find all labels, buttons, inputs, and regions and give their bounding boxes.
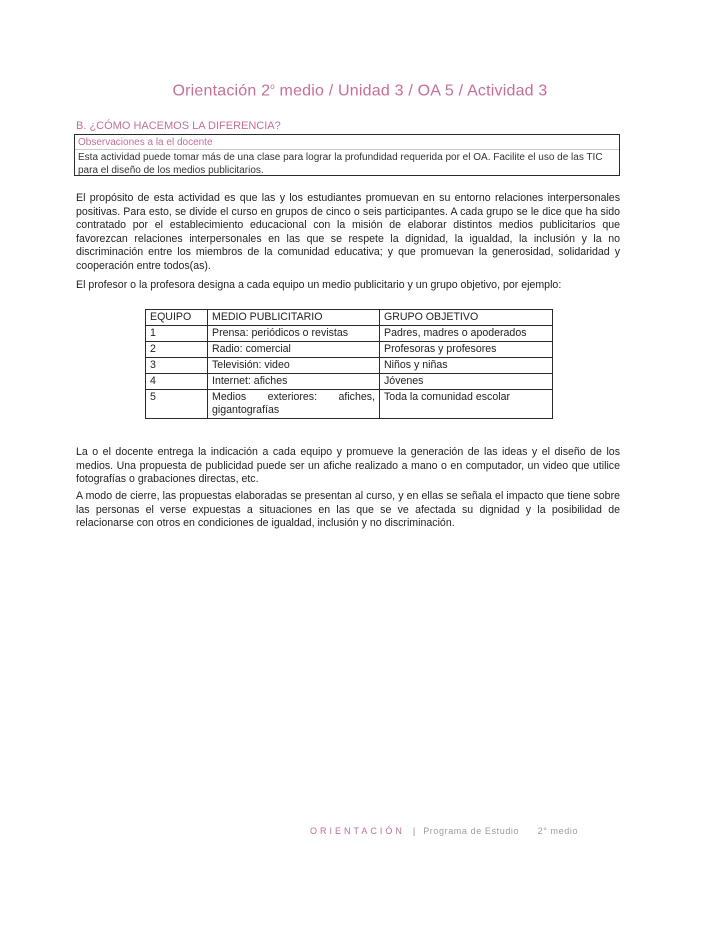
table-cell: 1 xyxy=(146,326,208,342)
table-cell: 4 xyxy=(146,374,208,390)
paragraph-purpose: El propósito de esta actividad es que las y los estudiantes promuevan en su entorno relaciones interpersonales positivas. Para esto, se divide el curso en grupos de cinco o seis participantes. A cada grupo se le dice que ha sido contratado por el establecimiento educacional con la misión de elaborar distintos medios publicitarios que favorezcan relaciones interpersonales en las que se respete la dignidad, la igualdad, la inclusión y la no discriminación entre los miembros de la comunidad educativa; y que promuevan la generosidad, solidaridad y cooperación entre todos(as). xyxy=(76,192,620,272)
table-row xyxy=(146,342,553,358)
table-cell: Niños y niñas xyxy=(380,358,553,374)
table-header-row xyxy=(146,310,553,326)
paragraph-closing: A modo de cierre, las propuestas elaboradas se presentan al curso, y en ellas se señala el impacto que tiene sobre las personas el verse expuestas a situaciones en las que se ve afectada su dignidad y la posibilidad de relacionarse con otros en condiciones de igualdad, inclusión y no discriminación. xyxy=(76,490,620,530)
title-superscript: o xyxy=(270,82,275,91)
title-prefix: Orientación 2 xyxy=(172,82,271,100)
table-row xyxy=(146,374,553,390)
paragraph-assignment: El profesor o la profesora designa a cada equipo un medio publicitario y un grupo objetivo, por ejemplo: xyxy=(76,279,562,291)
page-footer xyxy=(310,826,578,836)
table-cell: Toda la comunidad escolar xyxy=(380,390,553,419)
table-cell: Televisión: video xyxy=(208,358,380,374)
title-suffix: medio / Unidad 3 / OA 5 / Actividad 3 xyxy=(274,82,548,100)
table-header-cell: GRUPO OBJETIVO xyxy=(380,310,553,326)
footer-separator: | xyxy=(412,826,416,836)
table-cell: Radio: comercial xyxy=(208,342,380,358)
table-row xyxy=(146,326,553,342)
table-cell: 5 xyxy=(146,390,208,419)
section-heading: B. ¿CÓMO HACEMOS LA DIFERENCIA? xyxy=(76,120,281,132)
page-title xyxy=(0,82,720,100)
table-row xyxy=(146,358,553,374)
table-cell: Prensa: periódicos o revistas xyxy=(208,326,380,342)
footer-brand: ORIENTACIÓN xyxy=(310,826,405,836)
table-cell: 2 xyxy=(146,342,208,358)
table-header-cell: EQUIPO xyxy=(146,310,208,326)
teacher-notes-heading: Observaciones a la el docente xyxy=(75,135,619,150)
table-cell: Padres, madres o apoderados xyxy=(380,326,553,342)
assignment-table xyxy=(145,309,553,419)
table-cell: Profesoras y profesores xyxy=(380,342,553,358)
footer-program: Programa de Estudio xyxy=(423,826,520,836)
teacher-notes-box xyxy=(74,134,620,176)
table-cell: Internet: afiches xyxy=(208,374,380,390)
table-row xyxy=(146,390,553,419)
paragraph-instructions: La o el docente entrega la indicación a cada equipo y promueve la generación de las ideas y el diseño de los medios. Una propuesta de publicidad puede ser un afiche realizado a mano o en computador, un video que utilice fotografías o grabaciones directas, etc. xyxy=(76,446,620,486)
footer-grade: 2° medio xyxy=(537,826,579,836)
table-cell: Medios exteriores: afiches, gigantografías xyxy=(208,390,380,419)
table-cell: 3 xyxy=(146,358,208,374)
teacher-notes-text: Esta actividad puede tomar más de una clase para lograr la profundidad requerida por el OA. Facilite el uso de las TIC para el diseño de los medios publicitarios. xyxy=(78,152,603,176)
table-header-cell: MEDIO PUBLICITARIO xyxy=(208,310,380,326)
table-cell: Jóvenes xyxy=(380,374,553,390)
